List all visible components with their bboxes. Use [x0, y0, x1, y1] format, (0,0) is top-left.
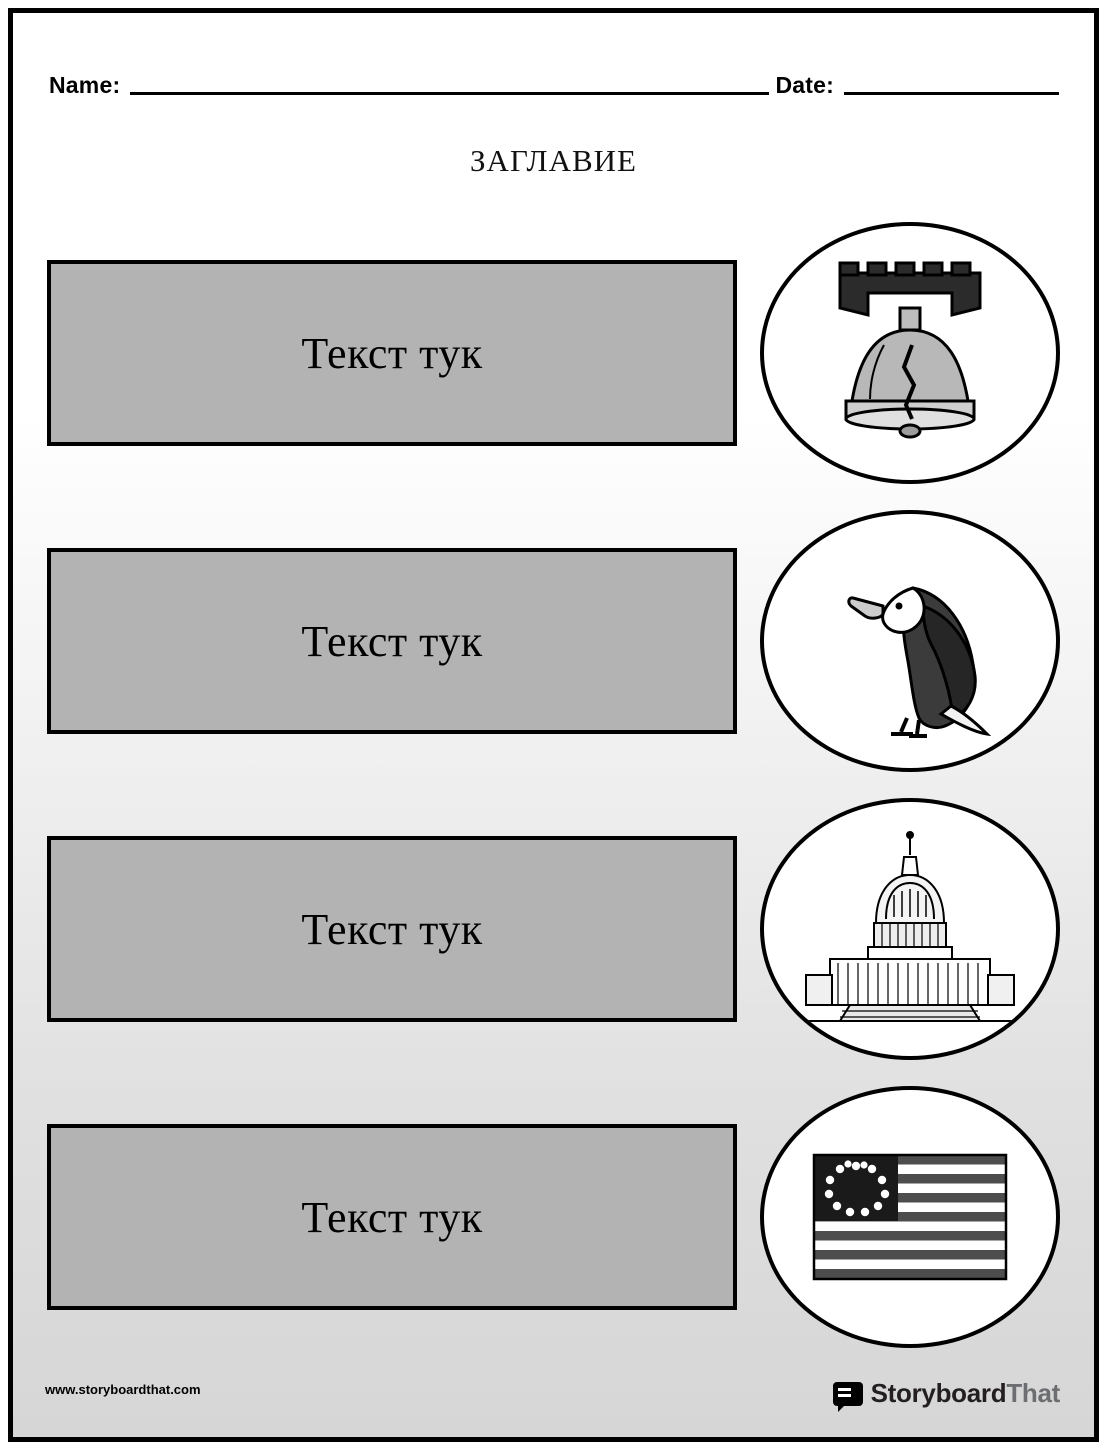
brand-secondary: That	[1006, 1378, 1060, 1408]
speech-bubble-icon	[833, 1382, 863, 1406]
bald-eagle-icon	[795, 536, 1025, 746]
image-frame-2	[760, 510, 1060, 772]
page-content	[13, 13, 1094, 1437]
image-cell-3	[755, 794, 1065, 1064]
name-input-line[interactable]	[130, 92, 769, 95]
capitol-building-icon	[790, 829, 1030, 1029]
image-cell-2	[755, 506, 1065, 776]
worksheet-row	[13, 209, 1094, 497]
date-label: Date:	[775, 72, 834, 98]
image-cell-4	[755, 1082, 1065, 1352]
image-frame-3	[760, 798, 1060, 1060]
name-label: Name:	[49, 72, 121, 98]
brand-name	[871, 1378, 1060, 1409]
date-input-line[interactable]	[844, 92, 1059, 95]
answer-box-3[interactable]	[47, 836, 737, 1022]
page-border	[8, 8, 1099, 1442]
liberty-bell-icon	[800, 253, 1020, 453]
answer-box-1[interactable]	[47, 260, 737, 446]
betsy-ross-flag-icon	[800, 1137, 1020, 1297]
image-frame-1	[760, 222, 1060, 484]
answer-box-4[interactable]	[47, 1124, 737, 1310]
rows-container	[13, 209, 1094, 1361]
header-row	[49, 61, 1059, 101]
answer-box-1-text: Текст тук	[301, 328, 483, 378]
brand-primary: Storyboard	[870, 1378, 1007, 1408]
answer-box-2[interactable]	[47, 548, 737, 734]
answer-box-4-text: Текст тук	[301, 1192, 483, 1242]
brand-logo	[833, 1378, 1060, 1409]
footer-url[interactable]: www.storyboardthat.com	[45, 1382, 201, 1397]
worksheet-row	[13, 1073, 1094, 1361]
page-title: ЗАГЛАВИЕ	[470, 143, 637, 178]
answer-box-3-text: Текст тук	[301, 904, 483, 954]
worksheet-row	[13, 785, 1094, 1073]
worksheet-row	[13, 497, 1094, 785]
image-frame-4	[760, 1086, 1060, 1348]
image-cell-1	[755, 218, 1065, 488]
answer-box-2-text: Текст тук	[301, 616, 483, 666]
